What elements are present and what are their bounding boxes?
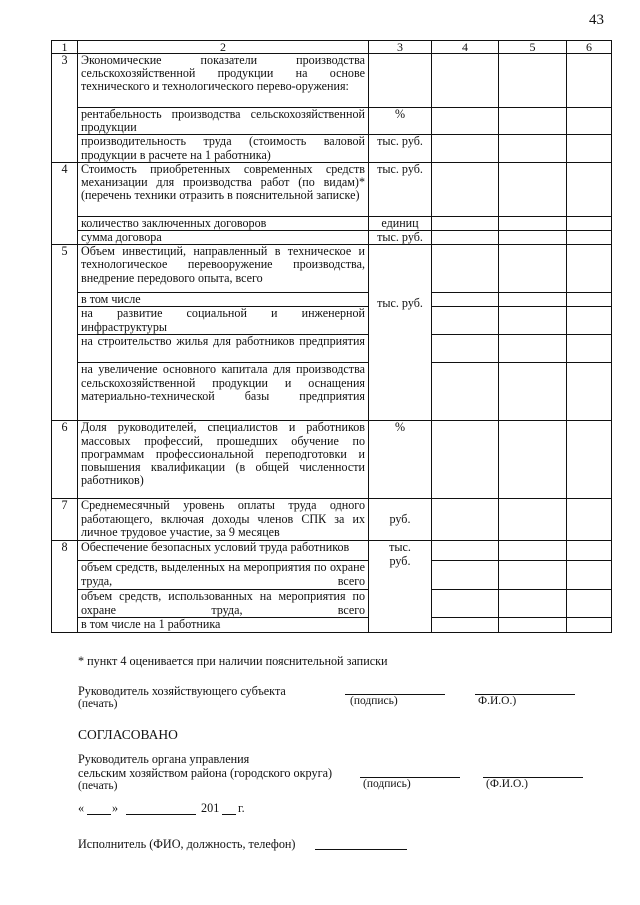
table-row [52, 108, 612, 135]
executor-line [315, 849, 407, 850]
unit-cell: тыс. руб. [369, 162, 432, 216]
value-cell [567, 293, 612, 307]
value-cell [499, 421, 567, 499]
row-number: 4 [52, 162, 78, 244]
fio-caption: (Ф.И.О.) [486, 778, 528, 790]
indicator-title: Доля руководителей, специалистов и работников массовых профессий, прошедших обучение по программам профессиональной переподготовки и повышения квалификации (в общей численности работников) [78, 421, 369, 499]
value-cell [432, 618, 499, 632]
value-cell [567, 541, 612, 561]
indicator-title: Объем инвестиций, направленный в техническое и технологическое перевооружение производства, внедрение передового опыта, всего [78, 245, 369, 293]
indicator-label: количество заключенных договоров [78, 216, 369, 230]
value-cell [432, 54, 499, 108]
table-row [52, 335, 612, 363]
indicator-label: на увеличение основного капитала для производства сельскохозяйственной продукции и оснащения материально-технической базы предприятия [78, 363, 369, 421]
agreed-heading: СОГЛАСОВАНО [78, 727, 178, 742]
value-cell [432, 135, 499, 162]
value-cell [499, 561, 567, 590]
value-cell [432, 216, 499, 230]
signer-title-line2: сельским хозяйством района (городского округа) [78, 766, 333, 780]
value-cell [432, 335, 499, 363]
signer-title: Руководитель хозяйствующего субъекта [78, 684, 286, 698]
value-cell [432, 561, 499, 590]
table-row [52, 231, 612, 245]
table-row [52, 541, 612, 561]
value-cell [567, 162, 612, 216]
value-cell [567, 618, 612, 632]
indicators-table [51, 40, 612, 633]
date-year-line [222, 814, 236, 815]
value-cell [432, 590, 499, 618]
header-cell: 6 [567, 41, 612, 54]
row-number: 7 [52, 499, 78, 541]
unit-cell: % [369, 108, 432, 135]
value-cell [567, 307, 612, 335]
table-row [52, 561, 612, 590]
indicator-label: объем средств, использованных на мероприятия по охране труда, всего [78, 590, 369, 618]
unit-cell: единиц [369, 216, 432, 230]
header-cell: 3 [369, 41, 432, 54]
value-cell [567, 135, 612, 162]
table-row [52, 162, 612, 216]
table-row [52, 54, 612, 108]
header-cell: 2 [78, 41, 369, 54]
value-cell [567, 231, 612, 245]
table-row [52, 363, 612, 421]
value-cell [432, 541, 499, 561]
indicator-label: производительность труда (стоимость валовой продукции в расчете на 1 работника) [78, 135, 369, 162]
value-cell [499, 307, 567, 335]
value-cell [499, 363, 567, 421]
indicator-label: на развитие социальной и инженерной инфраструктуры [78, 307, 369, 335]
value-cell [567, 561, 612, 590]
value-cell [432, 421, 499, 499]
indicator-label: в том числе [78, 293, 369, 307]
unit-cell: тыс. руб. [369, 135, 432, 162]
fio-caption: Ф.И.О.) [478, 695, 517, 707]
value-cell [567, 421, 612, 499]
unit-cell: руб. [369, 499, 432, 541]
value-cell [567, 108, 612, 135]
unit-cell: тыс. руб. [369, 245, 432, 421]
value-cell [432, 307, 499, 335]
header-cell: 5 [499, 41, 567, 54]
footnote: * пункт 4 оценивается при наличии пояснительной записки [78, 654, 388, 668]
value-cell [499, 135, 567, 162]
value-cell [567, 363, 612, 421]
date-open-quote: « [78, 801, 85, 815]
value-cell [567, 499, 612, 541]
indicator-title: Среднемесячный уровень оплаты труда одного работающего, включая доходы членов СПК за их личное трудовое участие, за 9 месяцев [78, 499, 369, 541]
signature-caption: (подпись) [350, 695, 398, 707]
unit-cell: % [369, 421, 432, 499]
value-cell [499, 335, 567, 363]
value-cell [499, 216, 567, 230]
date-suffix: г. [238, 801, 245, 815]
date-year: 201 [201, 801, 220, 815]
table-row [52, 307, 612, 335]
value-cell [432, 499, 499, 541]
value-cell [499, 245, 567, 293]
header-cell: 1 [52, 41, 78, 54]
row-number: 6 [52, 421, 78, 499]
unit-cell: тыс. руб. [369, 231, 432, 245]
value-cell [499, 590, 567, 618]
date-close-quote: » [112, 801, 119, 815]
page-number: 43 [589, 12, 604, 28]
table-row [52, 590, 612, 618]
value-cell [432, 293, 499, 307]
table-row [52, 245, 612, 293]
value-cell [432, 162, 499, 216]
value-cell [499, 293, 567, 307]
executor-label: Исполнитель (ФИО, должность, телефон) [78, 837, 296, 851]
unit-cell: тыс. руб. [369, 541, 432, 632]
indicator-label: объем средств, выделенных на мероприятия по охране труда, всего [78, 561, 369, 590]
indicator-label: в том числе на 1 работника [78, 618, 369, 632]
value-cell [567, 590, 612, 618]
indicator-label: рентабельность производства сельскохозяйственной продукции [78, 108, 369, 135]
value-cell [567, 335, 612, 363]
value-cell [499, 618, 567, 632]
value-cell [567, 245, 612, 293]
table-row [52, 135, 612, 162]
signature-caption: (подпись) [363, 778, 411, 790]
value-cell [499, 54, 567, 108]
value-cell [432, 363, 499, 421]
header-row [52, 41, 612, 54]
stamp-caption: (печать) [78, 698, 118, 710]
value-cell [567, 54, 612, 108]
header-cell: 4 [432, 41, 499, 54]
date-month-line [126, 814, 196, 815]
indicator-label: на строительство жилья для работников предприятия [78, 335, 369, 363]
indicator-title: Экономические показатели производства сельскохозяйственной продукции на основе технического и технологического перево-оружения: [78, 54, 369, 108]
row-number: 3 [52, 54, 78, 163]
value-cell [432, 108, 499, 135]
value-cell [432, 245, 499, 293]
value-cell [499, 541, 567, 561]
indicator-label: сумма договора [78, 231, 369, 245]
table-row [52, 216, 612, 230]
table-row [52, 618, 612, 632]
value-cell [499, 231, 567, 245]
unit-cell [369, 54, 432, 108]
signer-title-line1: Руководитель органа управления [78, 752, 250, 766]
value-cell [567, 216, 612, 230]
date-day-line [87, 814, 111, 815]
value-cell [499, 162, 567, 216]
table-row [52, 293, 612, 307]
value-cell [499, 499, 567, 541]
indicator-title: Обеспечение безопасных условий труда работников [78, 541, 369, 561]
value-cell [499, 108, 567, 135]
indicator-title: Стоимость приобретенных современных средств механизации для производства работ (по видам)* (перечень техники отразить в пояснительной записке) [78, 162, 369, 216]
table-row [52, 499, 612, 541]
row-number: 5 [52, 245, 78, 421]
stamp-caption: (печать) [78, 780, 118, 792]
value-cell [432, 231, 499, 245]
row-number: 8 [52, 541, 78, 632]
table-row [52, 421, 612, 499]
